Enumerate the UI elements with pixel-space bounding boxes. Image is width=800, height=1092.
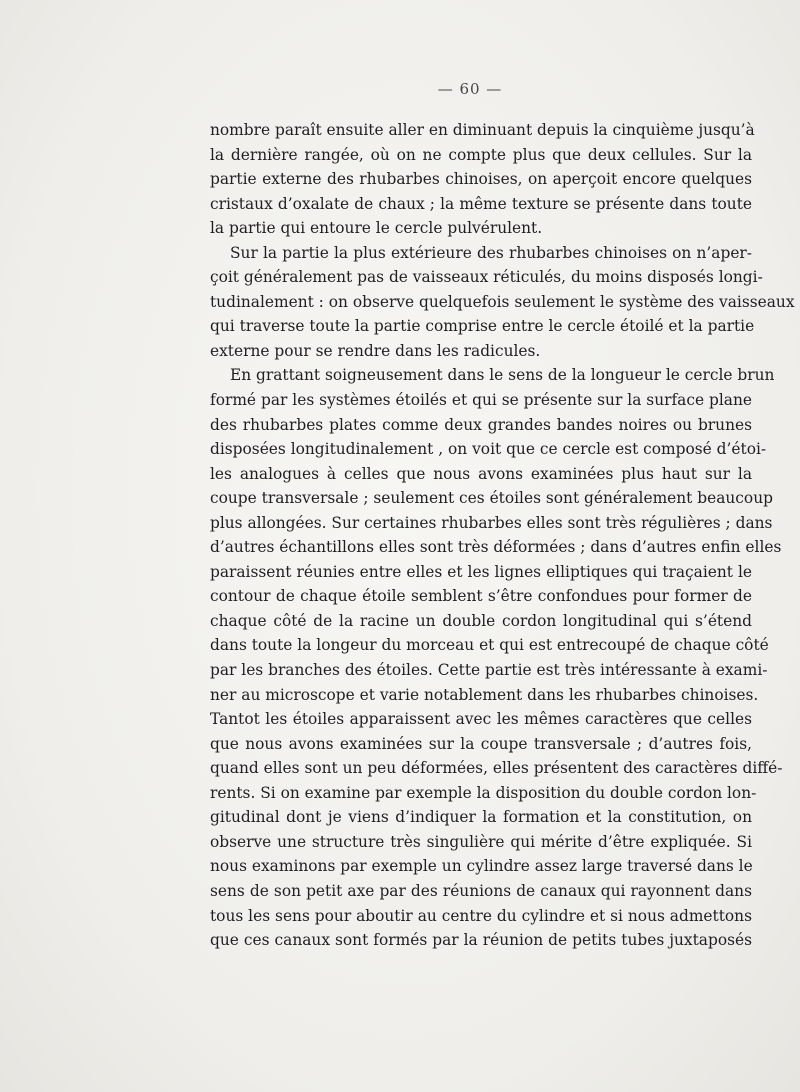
text-line: la dernière rangée, où on ne compte plus que deux cellules. Sur la xyxy=(210,145,752,164)
text-line: En grattant soigneusement dans le sens de la longueur le cercle brun xyxy=(230,366,775,385)
text-line: Tantot les étoiles apparaissent avec les mêmes caractères que celles xyxy=(210,710,752,729)
text-line: dans toute la longeur du morceau et qui est entrecoupé de chaque côté xyxy=(210,636,769,655)
text-line: la partie qui entoure le cercle pulvérulent. xyxy=(210,219,543,238)
text-line: nombre paraît ensuite aller en diminuant depuis la cinquième jusqu’à xyxy=(210,121,755,139)
text-line: sens de son petit axe par des réunions de canaux qui rayonnent dans xyxy=(210,881,752,900)
text-line: formé par les systèmes étoilés et qui se présente sur la surface plane xyxy=(210,391,752,410)
text-line: par les branches des étoiles. Cette partie est très intéressante à exami- xyxy=(210,661,768,680)
text-line: Sur la partie la plus extérieure des rhubarbes chinoises on n’aper- xyxy=(230,243,752,262)
text-line: cristaux d’oxalate de chaux ; la même texture se présente dans toute xyxy=(210,194,752,213)
text-line: paraissent réunies entre elles et les lignes elliptiques qui traçaient le xyxy=(210,562,752,581)
page-number: — 60 — xyxy=(437,80,503,98)
text-line: que ces canaux sont formés par la réunion de petits tubes juxtaposés xyxy=(210,931,752,950)
body-text xyxy=(210,118,795,953)
text-line: gitudinal dont je viens d’indiquer la formation et la constitution, on xyxy=(210,808,752,827)
text-line: partie externe des rhubarbes chinoises, on aperçoit encore quelques xyxy=(210,170,752,189)
text-line: les analogues à celles que nous avons examinées plus haut sur la xyxy=(210,464,752,483)
text-line: tudinalement : on observe quelquefois seulement le système des vaisseaux xyxy=(210,292,795,311)
paragraph xyxy=(210,363,783,952)
text-line: tous les sens pour aboutir au centre du cylindre et si nous admettons xyxy=(210,906,752,925)
text-line: observe une structure très singulière qui mérite d’être expliquée. Si xyxy=(210,832,752,851)
text-line: quand elles sont un peu déformées, elles présentent des caractères diffé- xyxy=(210,759,783,778)
text-line: externe pour se rendre dans les radicules. xyxy=(210,341,541,360)
text-line: disposées longitudinalement , on voit que ce cercle est composé d’étoi- xyxy=(210,440,767,459)
text-line: des rhubarbes plates comme deux grandes bandes noires ou brunes xyxy=(210,415,752,434)
text-line: chaque côté de la racine un double cordon longitudinal qui s’étend xyxy=(210,611,752,630)
text-line: ner au microscope et varie notablement dans les rhubarbes chinoises. xyxy=(210,685,759,704)
paragraph xyxy=(210,241,795,364)
text-line: çoit généralement pas de vaisseaux réticulés, du moins disposés longi- xyxy=(210,268,763,287)
text-line: rents. Si on examine par exemple la disposition du double cordon lon- xyxy=(210,783,757,802)
text-line: contour de chaque étoile semblent s’être confondues pour former de xyxy=(210,587,752,606)
text-line: qui traverse toute la partie comprise entre le cercle étoilé et la partie xyxy=(210,317,755,336)
text-line: coupe transversale ; seulement ces étoiles sont généralement beaucoup xyxy=(210,489,773,508)
text-line: plus allongées. Sur certaines rhubarbes elles sont très régulières ; dans xyxy=(210,513,773,532)
text-line: nous examinons par exemple un cylindre assez large traversé dans le xyxy=(210,857,753,876)
text-line: d’autres échantillons elles sont très déformées ; dans d’autres enfin elles xyxy=(210,538,782,557)
text-line: que nous avons examinées sur la coupe transversale ; d’autres fois, xyxy=(210,734,752,753)
paragraph xyxy=(210,118,755,241)
